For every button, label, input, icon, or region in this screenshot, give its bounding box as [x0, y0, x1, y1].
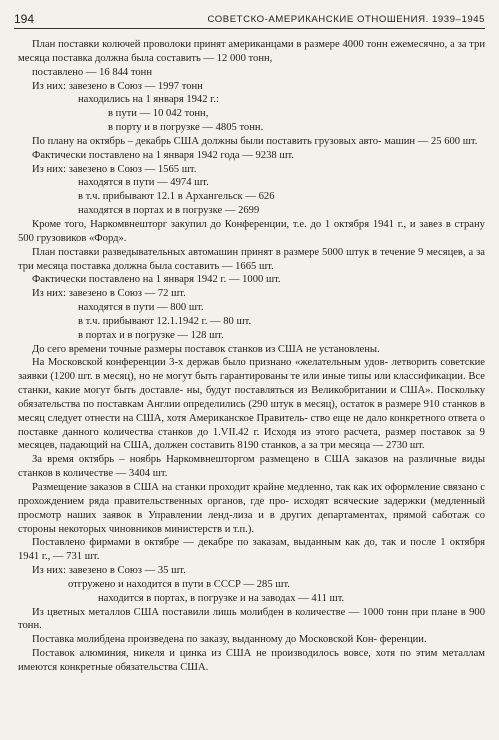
- text-line: в т.ч. прибывают 12.1 в Архангельск — 626: [78, 191, 275, 203]
- text-line: находились на 1 января 1942 г.:: [78, 94, 219, 106]
- page-header: [14, 10, 485, 29]
- text-line: ны, будут поставляться из Великобритании и США». Поскольку обязательства: [18, 385, 485, 410]
- text-line: За время октябрь – ноябрь Наркомвнешторгом размещено в США заказов на: [32, 454, 404, 466]
- text-line: Из них: завезено в Союз — 35 шт.: [32, 565, 186, 577]
- paragraph-aluminium: [18, 647, 485, 675]
- text-line: На Московской конференции 3-х держав было признано «желательным удов-: [32, 357, 389, 369]
- paragraph-ford: [18, 218, 485, 246]
- text-line: в т.ч. прибывают 12.1.1942 г. — 80 шт.: [78, 315, 252, 327]
- text-line: Фактически поставлено на 1 января 1942 года — 9238 шт.: [32, 149, 294, 161]
- paragraph-delays: [18, 481, 485, 536]
- text-line: летворить советские заявки (1200 шт. в месяц), но не могут быть гарантированы: [18, 357, 485, 383]
- paragraph-delivered: [18, 536, 485, 564]
- text-line: 910 станков в месяц следует отнести на США, хотя Американское Правитель-: [18, 398, 485, 424]
- text-line: по поставкам Англии определились (290 штук в месяц), остаток в размере: [83, 398, 421, 410]
- text-line: при плане в 900 тонн.: [18, 606, 485, 632]
- paragraph-orders: [18, 453, 485, 481]
- text-line: поставлено — 16 844 тонн: [32, 66, 153, 78]
- text-line: различные виды станков в количестве — 3404 шт.: [18, 454, 485, 480]
- text-line: отгружено и находится в пути в СССР — 285 шт.: [68, 578, 290, 590]
- text-line: До сего времени точные размеры поставок станков из США не установлены.: [32, 343, 380, 355]
- text-line: находится в портах, в погрузке и на заводах — 411 шт.: [98, 592, 345, 604]
- text-line: машин — 25 600 шт.: [384, 135, 478, 147]
- text-line: в портах и в погрузке — 128 шт.: [78, 329, 224, 341]
- text-line: План поставки разведывательных автомашин принят в размере 5000 штук в: [32, 246, 378, 258]
- text-line: 1.VII.42 г. Исходя из этого расчета, размер поставок за 9 месяцев, падающий: [18, 426, 485, 452]
- running-title: СОВЕТСКО-АМЕРИКАНСКИЕ ОТНОШЕНИЯ. 1939–1945: [207, 14, 485, 25]
- text-line: План поставки колючей проволоки принят американцами в размере 4000 тонн: [32, 39, 388, 50]
- paragraph-trucks: [18, 135, 485, 149]
- text-line: в порту и в погрузке — 4805 тонн.: [108, 122, 264, 134]
- text-line: Поставок алюминия, никеля и цинка из США не производилось вовсе, хотя: [32, 648, 396, 660]
- text-line: 1941 г., и завез в страну 500 грузовиков «Форд».: [18, 218, 485, 244]
- text-line: на США, должен составить 8190 станков, а за три месяца — 2730 шт.: [110, 440, 425, 452]
- text-line: те или иные типы или классификации. Все станки, какие могут быть доставле-: [18, 371, 485, 397]
- text-line: оформление связано с прохождением ряда правительственных органов, где про-: [18, 482, 485, 507]
- text-line: течение 9 месяцев, а за три месяца поставка должна была составить — 1665 шт.: [18, 246, 486, 272]
- text-line: находятся в портах и в погрузке — 2699: [78, 205, 260, 217]
- text-line: Размещение заказов в США на станки проходит крайне медленно, так как их: [32, 482, 383, 493]
- paragraph-barbed-wire: [18, 38, 485, 66]
- paragraph-recon-vehicles: [18, 246, 485, 274]
- text-line: Кроме того, Наркомвнешторг закупил до Конференции, т.е. до 1 октября: [32, 218, 370, 230]
- text-line: находятся в пути — 4974 шт.: [78, 177, 209, 189]
- text-line: Из них: завезено в Союз — 72 шт.: [32, 288, 186, 300]
- text-line: и после 1 октября 1941 г., — 731 шт.: [18, 537, 485, 563]
- text-line: Поставка молибдена произведена по заказу, выданному до Московской Кон-: [32, 634, 378, 646]
- text-line: находятся в пути — 800 шт.: [78, 302, 204, 314]
- text-line: Поставлено фирмами в октябре — декабре по заказам, выданным как до, так: [32, 537, 397, 549]
- text-line: ежемесячно, а за три месяца поставка должна была составить — 12 000 тонн,: [18, 39, 486, 64]
- text-line: исходят всяческие задержки (медленный просмотр наших заявок в Управлении: [18, 495, 485, 521]
- text-line: ференции.: [379, 634, 427, 646]
- paragraph-molybdenum: [18, 606, 485, 634]
- text-line: по этим металлам имеются конкретные обязательства США.: [18, 648, 486, 673]
- text-line: ленд-лиза и в других департаментах, прямой саботаж со стороны некоторых: [18, 509, 485, 535]
- text-line: ство еще не дало конкретного ответа о поставке данного количества станков до: [18, 412, 486, 438]
- text-line: Из них: завезено в Союз — 1565 шт.: [32, 163, 197, 175]
- paragraph-machine-tools: [18, 356, 485, 453]
- paragraph-molybdenum-order: [18, 633, 485, 647]
- text-line: По плану на октябрь – декабрь США должны были поставить грузовых авто-: [32, 135, 382, 147]
- page-number: 194: [14, 12, 35, 26]
- text-line: в пути — 10 042 тонн,: [108, 108, 209, 120]
- text-line: чиновников министерств и т.п.).: [108, 523, 254, 535]
- text-line: Из цветных металлов США поставили лишь молибден в количестве — 1000 тонн: [32, 606, 409, 618]
- text-line: Из них: завезено в Союз — 1997 тонн: [32, 80, 203, 92]
- text-line: Фактически поставлено на 1 января 1942 г. — 1000 шт.: [32, 274, 281, 286]
- body-text: [18, 38, 485, 675]
